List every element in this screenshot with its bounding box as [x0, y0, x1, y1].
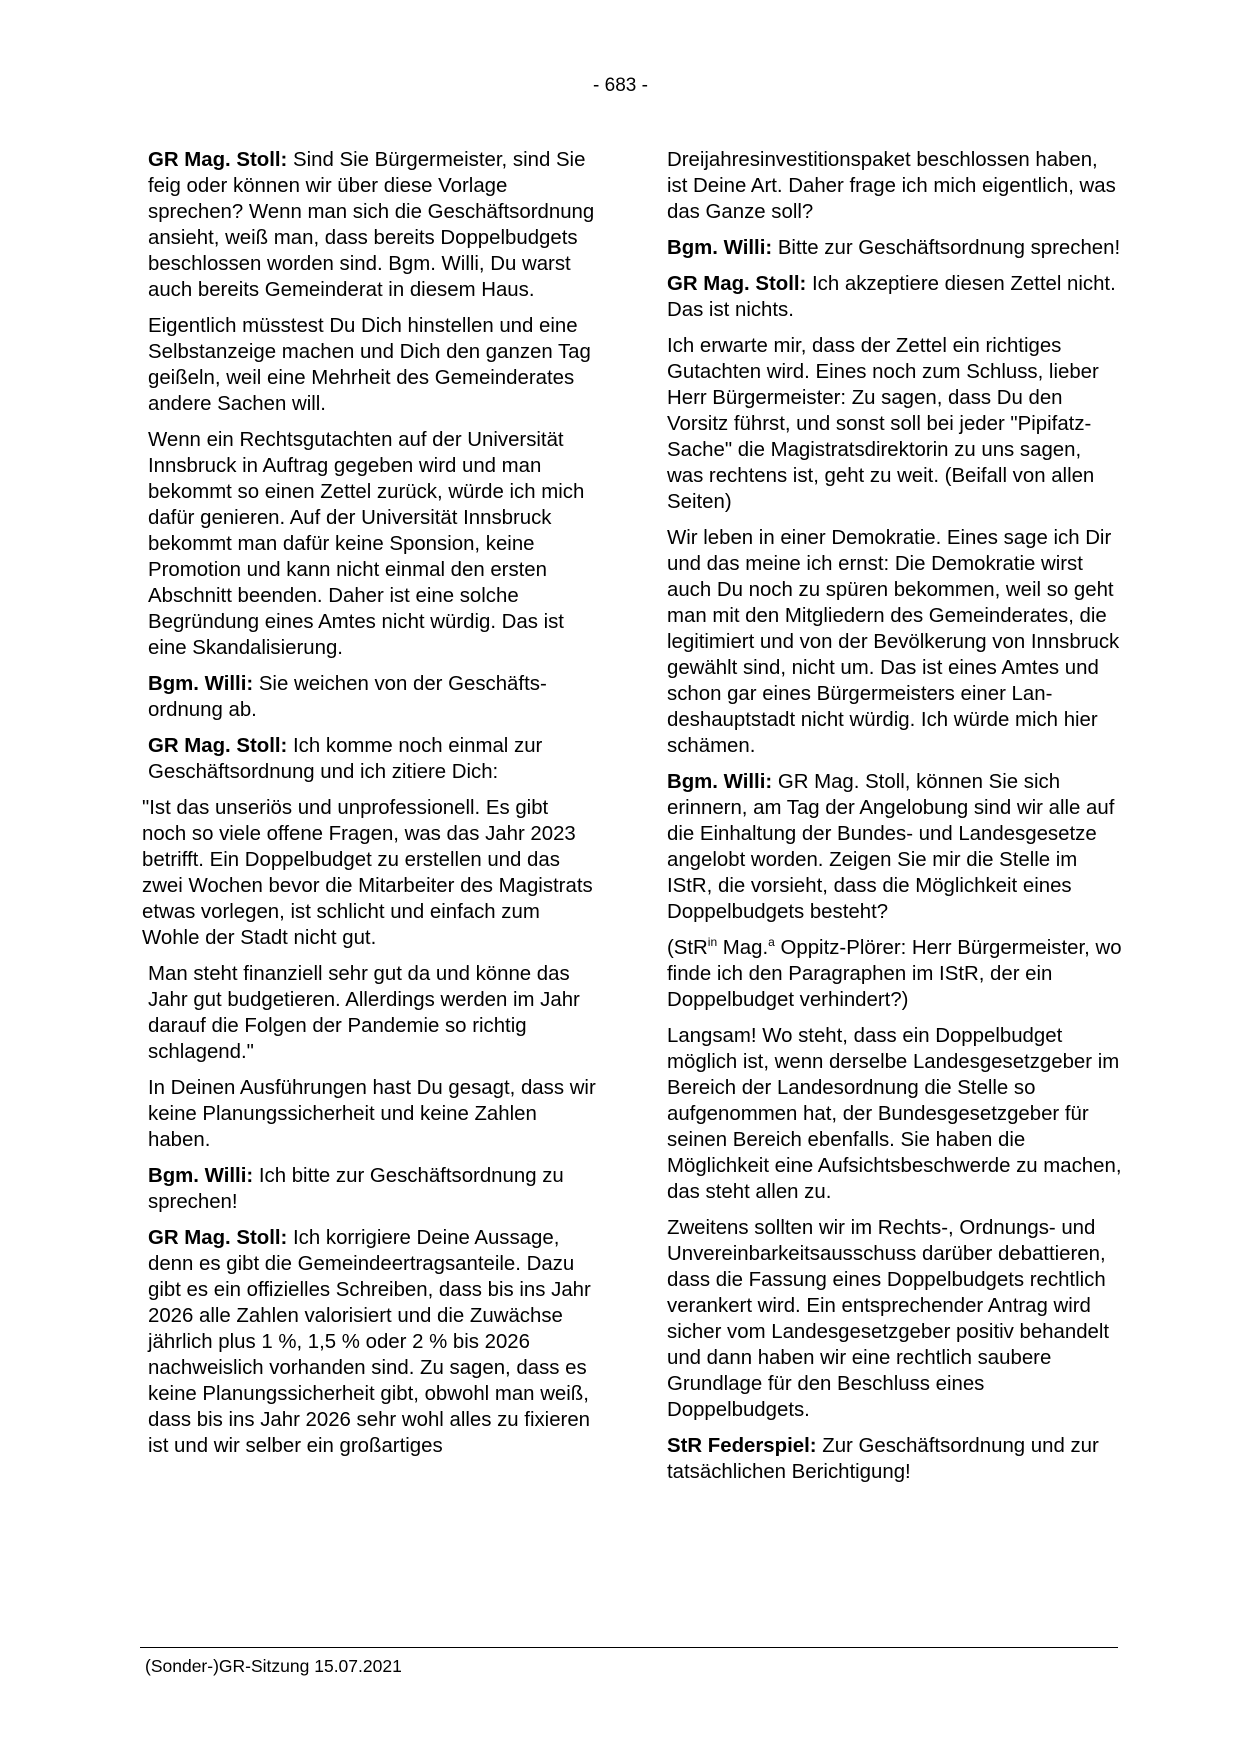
paragraph — [148, 427, 598, 661]
paragraph — [148, 1075, 598, 1153]
paragraph-text: Wir leben in einer Demokratie. Eines sage ich Dir und das meine ich ernst: Die Demokratie wirst auch Du noch zu spüren bekommen, weil so geht man mit den Mitgliedern des Gemeinderates, die legitimiert und von der Bevölkerung von Innsbruck gewählt sind, nicht um. Das ist eines Amtes und schon gar eines Bürgermeisters einer Landeshauptstadt nicht würdig. Ich würde mich hier schämen. — [667, 527, 1120, 757]
paragraph — [148, 733, 598, 785]
interjection-paragraph — [667, 935, 1122, 1013]
paragraph — [148, 313, 598, 417]
paragraph-text: Ich korrigiere Deine Aussage, denn es gibt die Gemeindeertragsanteile. Dazu gibt es ein offizielles Schreiben, dass bis ins Jahr 2026 alle Zahlen valorisiert und die Zuwächse jährlich plus 1 %, 1,5 % oder 2 % bis 2026 nachweislich vorhanden sind. Zu sagen, dass es keine Planungssicherheit gibt, obwohl man weiß, dass bis ins Jahr 2026 sehr wohl alles zu fixieren ist und wir selber ein großartiges — [148, 1227, 591, 1457]
paragraph — [667, 147, 1122, 225]
paragraph — [148, 1163, 598, 1215]
quoted-paragraph — [142, 795, 598, 951]
speaker-name: GR Mag. Stoll: — [148, 735, 288, 757]
speaker-name: Bgm. Willi: — [667, 237, 773, 259]
interjection-title: Mag. — [717, 937, 769, 959]
speaker-name: Bgm. Willi: — [148, 1165, 254, 1187]
left-column — [142, 147, 598, 1469]
footer-divider — [140, 1647, 1118, 1648]
paragraph-text: GR Mag. Stoll, können Sie sich erinnern, am Tag der Angelobung sind wir alle auf die Einhaltung der Bundes- und Landesgesetze angelobt worden. Zeigen Sie mir die Stelle im IStR, die vorsieht, dass die Möglichkeit eines Doppelbudgets besteht? — [667, 771, 1115, 923]
speaker-name: GR Mag. Stoll: — [148, 149, 288, 171]
paragraph — [667, 1023, 1122, 1205]
speaker-name: GR Mag. Stoll: — [148, 1227, 288, 1249]
paragraph — [667, 525, 1122, 759]
paragraph — [667, 1215, 1122, 1423]
paragraph-text: Sind Sie Bürgermeister, sind Sie feig oder können wir über diese Vorlage sprechen? Wenn man sich die Geschäftsordnung ansieht, weiß man, dass bereits Doppelbudgets beschlossen worden sind. Bgm. Willi, Du warst auch bereits Gemeinderat in diesem Haus. — [148, 149, 595, 301]
speaker-name: Bgm. Willi: — [667, 771, 773, 793]
paragraph-text: Eigentlich müsstest Du Dich hinstellen und eine Selbstanzeige machen und Dich den ganzen Tag geißeln, weil eine Mehrheit des Gemeinderates andere Sachen will. — [148, 315, 591, 415]
paragraph-text: Wenn ein Rechtsgutachten auf der Universität Innsbruck in Auftrag gegeben wird und man bekommt so einen Zettel zurück, würde ich mich dafür genieren. Auf der Universität Innsbruck bekommt man dafür keine Sponsion, keine Promotion und kann nicht einmal den ersten Abschnitt beenden. Daher ist eine solche Begründung eines Amtes nicht würdig. Das ist eine Skandalisierung. — [148, 429, 585, 659]
paragraph — [667, 235, 1122, 261]
paragraph-text: "Ist das unseriös und unprofessionell. Es gibt noch so viele offene Fragen, was das Jahr 2023 betrifft. Ein Doppelbudget zu erstellen und das zwei Wochen bevor die Mitarbeiter des Magistrats etwas vorlegen, ist schlicht und einfach zum Wohle der Stadt nicht gut. — [142, 797, 593, 949]
paragraph — [148, 147, 598, 303]
speaker-name: GR Mag. Stoll: — [667, 273, 807, 295]
superscript: a — [768, 935, 775, 950]
paragraph-text: Bitte zur Geschäftsordnung sprechen! — [772, 237, 1121, 259]
paragraph — [148, 961, 598, 1065]
paragraph-text: Oppitz-Plörer: Herr Bürgermeister, wo finde ich den Paragraphen im IStR, der ein Doppelbudget verhindert?) — [667, 937, 1122, 1011]
paragraph-text: Sie weichen von der Geschäftsordnung ab. — [148, 673, 547, 721]
paragraph-text: Zur Geschäftsordnung und zur tatsächlichen Berichtigung! — [667, 1435, 1099, 1483]
paragraph-text: Dreijahresinvestitionspaket beschlossen haben, ist Deine Art. Daher frage ich mich eigentlich, was das Ganze soll? — [667, 149, 1116, 223]
paragraph-text: Ich erwarte mir, dass der Zettel ein richtiges Gutachten wird. Eines noch zum Schluss, lieber Herr Bürgermeister: Zu sagen, dass Du den Vorsitz führst, und sonst soll bei jeder "Pipifatz-Sache" die Magistratsdirektorin zu uns sagen, was rechtens ist, geht zu weit. (Beifall von allen Seiten) — [667, 335, 1099, 513]
superscript: in — [707, 935, 718, 950]
paragraph-text: Ich komme noch einmal zur Geschäftsordnung und ich zitiere Dich: — [148, 735, 543, 783]
paragraph — [667, 1433, 1122, 1485]
paragraph-text: Zweitens sollten wir im Rechts-, Ordnungs- und Unvereinbarkeitsausschuss darüber debattieren, dass die Fassung eines Doppelbudgets rechtlich verankert wird. Ein entsprechender Antrag wird sicher vom Landesgesetzgeber positiv behandelt und dann haben wir eine rechtlich saubere Grundlage für den Beschluss eines Doppelbudgets. — [667, 1217, 1110, 1421]
page-number: - 683 - — [593, 75, 648, 96]
paragraph-text: Langsam! Wo steht, dass ein Doppelbudget möglich ist, wenn derselbe Landesgesetzgeber im Bereich der Landesordnung die Stelle so aufgenommen hat, der Bundesgesetzgeber für seinen Bereich ebenfalls. Sie haben die Möglichkeit eine Aufsichtsbeschwerde zu machen, das steht allen zu. — [667, 1025, 1122, 1203]
paragraph — [148, 671, 598, 723]
paragraph — [667, 271, 1122, 323]
speaker-name: Bgm. Willi: — [148, 673, 254, 695]
paragraph — [667, 333, 1122, 515]
right-column — [667, 147, 1122, 1495]
speaker-name: StR Federspiel: — [667, 1435, 817, 1457]
paragraph-text: Ich akzeptiere diesen Zettel nicht. Das ist nichts. — [667, 273, 1116, 321]
paragraph-text: Man steht finanziell sehr gut da und könne das Jahr gut budgetieren. Allerdings werden im Jahr darauf die Folgen der Pandemie so richtig schlagend." — [148, 963, 580, 1063]
paragraph-text: Ich bitte zur Geschäftsordnung zu sprechen! — [148, 1165, 564, 1213]
interjection-open: (StR — [667, 937, 708, 959]
paragraph — [667, 769, 1122, 925]
footer-session-label: (Sonder-)GR-Sitzung 15.07.2021 — [145, 1656, 402, 1676]
paragraph-text: In Deinen Ausführungen hast Du gesagt, dass wir keine Planungssicherheit und keine Zahlen haben. — [148, 1077, 596, 1151]
paragraph — [148, 1225, 598, 1459]
